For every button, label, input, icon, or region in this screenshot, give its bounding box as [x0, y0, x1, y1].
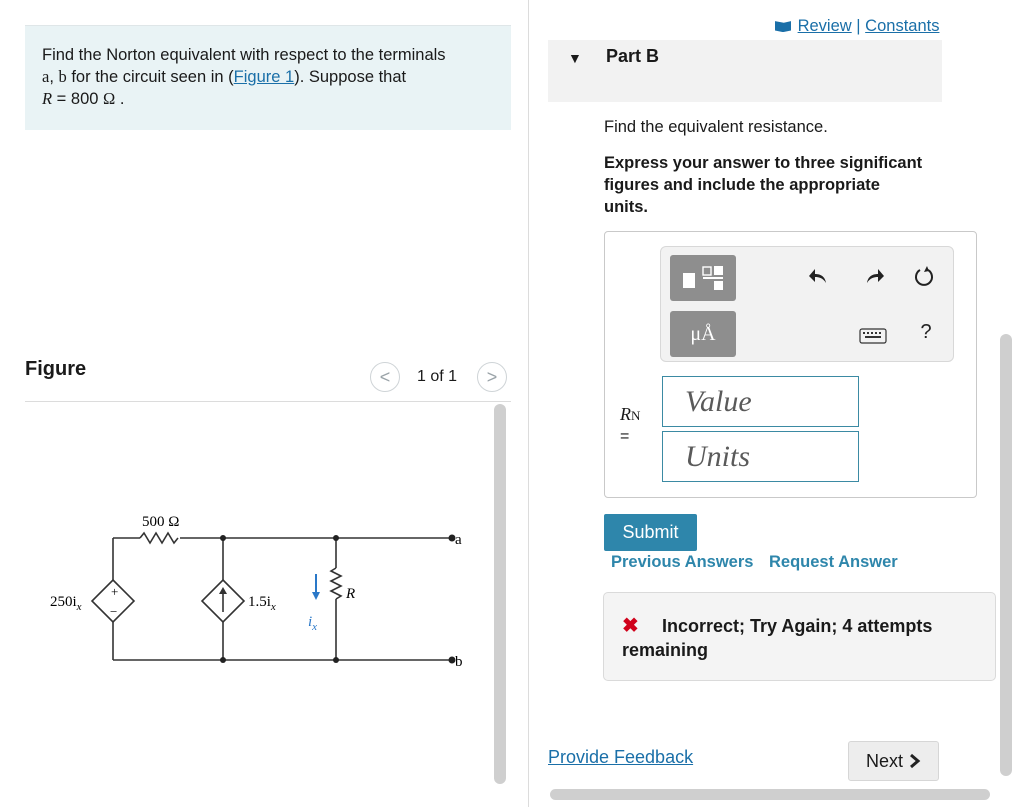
node [220, 535, 226, 541]
keyboard-icon[interactable] [858, 322, 888, 350]
figure-divider [25, 401, 511, 402]
help-icon[interactable]: ? [920, 320, 932, 343]
value-input[interactable]: Value [662, 376, 859, 427]
plus-sign: + [111, 584, 119, 599]
node [333, 535, 339, 541]
next-figure-button[interactable] [477, 362, 507, 392]
reset-icon[interactable] [910, 263, 938, 291]
r-label: R [346, 586, 356, 602]
undo-icon[interactable] [805, 263, 833, 291]
next-button[interactable] [848, 741, 939, 781]
header-links [775, 17, 939, 36]
problem-line1: Find the Norton equivalent with respect to the terminals [42, 46, 446, 64]
request-answer-link[interactable]: Request Answer [769, 553, 898, 571]
instruction-text: Find the equivalent resistance. [604, 118, 828, 136]
next-label: Next [865, 750, 903, 771]
node [333, 657, 339, 663]
collapse-triangle-icon[interactable]: ▼ [568, 50, 582, 66]
units-button[interactable]: μÅ [670, 311, 736, 357]
rn-symbol: RN [620, 404, 641, 424]
resistor-r [331, 568, 341, 599]
submit-button[interactable]: Submit [604, 514, 697, 551]
book-icon [775, 21, 791, 32]
feedback-message: Incorrect; Try Again; 4 attempts remaining [622, 616, 933, 660]
template-button[interactable] [670, 255, 736, 301]
minus-sign: − [110, 604, 118, 619]
res1-label: 500 Ω [142, 514, 180, 530]
terminal-a-label: a [42, 67, 50, 86]
header-separator: | [851, 17, 866, 35]
figure-title: Figure [25, 358, 87, 380]
express-instruction: Express your answer to three significant figures and include the appropriate units. [604, 154, 923, 216]
previous-answers-link[interactable]: Previous Answers [611, 553, 754, 571]
right-scrollbar[interactable] [1000, 334, 1012, 776]
units-input[interactable]: Units [662, 431, 859, 482]
pane-divider[interactable] [528, 0, 529, 807]
node [220, 657, 226, 663]
chevron-right-icon [909, 753, 921, 769]
figure-counter: 1 of 1 [417, 368, 458, 385]
review-link[interactable]: Review [797, 17, 852, 35]
r-symbol: R [42, 89, 53, 108]
ohm-symbol: Ω [103, 89, 116, 108]
circuit-diagram [40, 500, 480, 680]
terminal-b-label: b [58, 67, 67, 86]
x-icon: ✖ [622, 615, 639, 637]
constants-link[interactable]: Constants [865, 17, 940, 35]
prev-figure-button[interactable] [370, 362, 400, 392]
figure-link[interactable]: Figure 1 [233, 68, 295, 86]
current-arrow-head [219, 587, 227, 594]
r-value: = 800 [52, 90, 104, 108]
dep-current-label: $1.5i_x$ [248, 594, 276, 613]
ix-arrow-head [312, 592, 320, 600]
figure-scrollbar[interactable] [494, 404, 506, 784]
chevron-right-icon: > [486, 366, 498, 387]
problem-line2-end: ). Suppose that [294, 68, 407, 86]
horizontal-scrollbar[interactable] [550, 789, 990, 800]
problem-line2: for the circuit seen in ( [66, 68, 234, 86]
terminal-a-text: a [455, 532, 462, 548]
ix-label: $i_x$ [308, 614, 318, 633]
equals-sign: = [620, 428, 630, 445]
comma: , [49, 68, 54, 86]
resistor-500 [140, 533, 178, 543]
terminal-b-text: b [455, 654, 463, 670]
provide-feedback-link[interactable]: Provide Feedback [548, 747, 694, 767]
part-title[interactable]: Part B [606, 46, 660, 66]
redo-icon[interactable] [860, 263, 888, 291]
period: . [115, 90, 125, 108]
chevron-left-icon: < [379, 366, 391, 387]
dep-voltage-label: $250i_x$ [50, 594, 82, 613]
template-icon [681, 264, 725, 292]
problem-statement [42, 44, 502, 110]
